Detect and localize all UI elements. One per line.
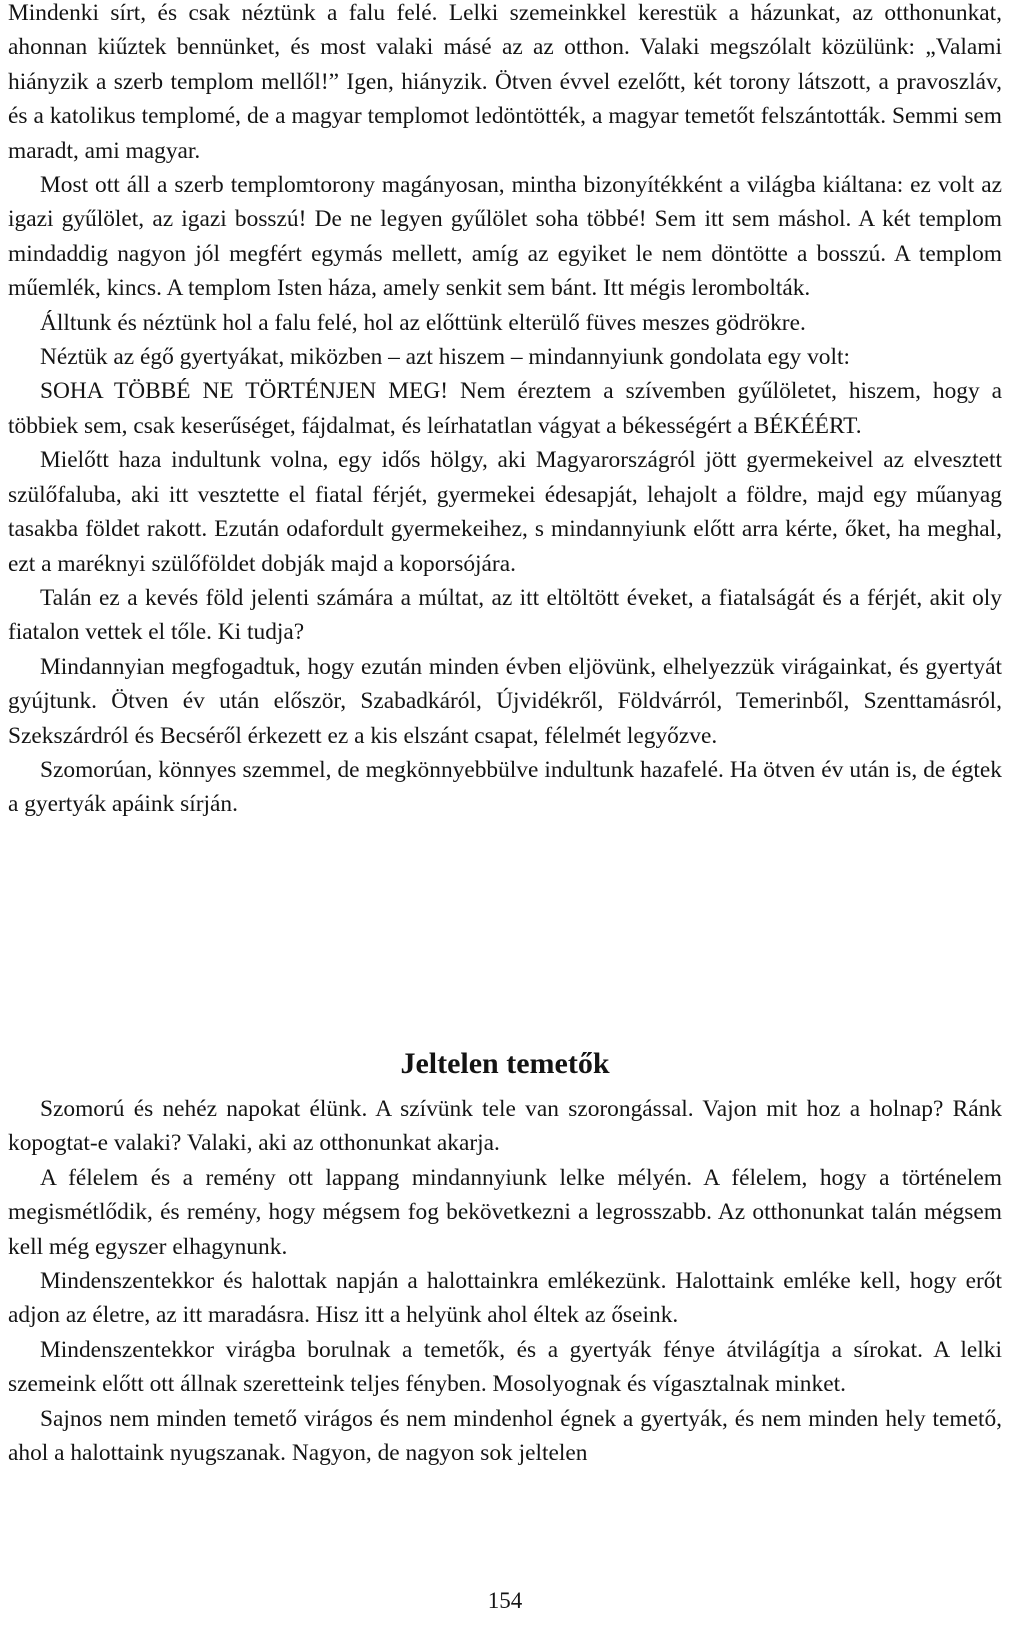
paragraph: Sajnos nem minden temető virágos és nem mindenhol égnek a gyertyák, és nem minden hely temető, ahol a halottaink nyugszanak. Nagyon, de nagyon sok jeltelen xyxy=(8,1405,1002,1467)
paragraph: Álltunk és néztünk hol a falu felé, hol az előttünk elterülő füves meszes gödrökre. xyxy=(40,309,806,336)
chapter-title: Jeltelen temetők xyxy=(400,1047,610,1080)
paragraph: A félelem és a remény ott lappang mindannyiunk lelke mélyén. A félelem, hogy a történelem megismétlődik, és remény, hogy mégsem fog bekövetkezni a legrosszabb. Az otthonunkat talán mégsem kell még egyszer elhagynunk. xyxy=(8,1164,1002,1260)
paragraph: Mindenki sírt, és csak néztünk a falu felé. Lelki szemeinkkel kerestük a házunkat, az otthonunkat, ahonnan kiűztek bennünket, és most valaki másé az az otthon. Valaki megszólalt közülünk: „Valami hiányzik a szerb templom mellől!” Igen, hiányzik. Ötven évvel ezelőtt, két torony látszott, a pravoszláv, és a katolikus templomé, de a magyar templomot ledöntötték, a magyar temetőt felszántották. Semmi sem maradt, ami magyar. xyxy=(8,0,1002,164)
paragraph: Most ott áll a szerb templomtorony magányosan, mintha bizonyítékként a világba kiáltana: ez volt az igazi gyűlölet, az igazi bosszú! De ne legyen gyűlölet soha többé! Sem itt sem máshol. A két templom mindaddig nagyon jól megfért egymás mellett, amíg az egyiket le nem döntötte a bosszú. A templom műemlék, kincs. A templom Isten háza, amely senkit sem bánt. Itt mégis lerombolták. xyxy=(8,172,1002,302)
paragraph: Mindannyian megfogadtuk, hogy ezután minden évben eljövünk, elhelyezzük virágainkat, és gyertyát gyújtunk. Ötven év után először, Szabadkáról, Újvidékről, Földvárról, Temerinből, Szenttamásról, Szekszárdról és Becséről érkezett ez a kis elszánt csapat, félelmét legyőzve. xyxy=(8,653,1002,749)
book-page xyxy=(8,0,1002,1625)
paragraph: Néztük az égő gyertyákat, miközben – azt hiszem – mindannyiunk gondolata egy volt: xyxy=(40,344,850,371)
paragraph: Talán ez a kevés föld jelenti számára a múltat, az itt eltöltött éveket, a fiatalságát és a férjét, akit oly fiatalon vettek el tőle. Ki tudja? xyxy=(8,584,1002,646)
text-section-one xyxy=(8,0,1002,822)
paragraph: SOHA TÖBBÉ NE TÖRTÉNJEN MEG! Nem éreztem a szívemben gyűlöletet, hiszem, hogy a többiek sem, csak keserűséget, fájdalmat, és leírhatatlan vágyat a békességért a BÉKÉÉRT. xyxy=(8,378,1002,439)
paragraph: Mielőtt haza indultunk volna, egy idős hölgy, aki Magyarországról jött gyermekeivel az elvesztett szülőfaluba, aki itt vesztette el fiatal férjét, gyermekei édesapját, lehajolt a földre, majd egy műanyag tasakba földet rakott. Ezután odafordult gyermekeihez, s mindannyiunk előtt arra kérte, őket, ha meghal, ezt a maréknyi szülőföldet dobják majd a koporsójára. xyxy=(8,447,1002,577)
paragraph: Mindenszentekkor virágba borulnak a temetők, és a gyertyák fénye átvilágítja a sírokat. A lelki szemeink előtt ott állnak szeretteink teljes fényben. Mosolyognak és vígasztalnak minket. xyxy=(8,1336,1002,1398)
text-section-two xyxy=(8,1092,1002,1470)
paragraph: Szomorú és nehéz napokat élünk. A szívünk tele van szorongással. Vajon mit hoz a holnap? Ránk kopogtat-e valaki? Valaki, aki az otthonunkat akarja. xyxy=(8,1096,1002,1157)
paragraph: Mindenszentekkor és halottak napján a halottainkra emlékezünk. Halottaink emléke kell, hogy erőt adjon az életre, az itt maradásra. Hisz itt a helyünk ahol éltek az őseink. xyxy=(8,1268,1002,1329)
page-number: 154 xyxy=(487,1588,523,1613)
paragraph: Szomorúan, könnyes szemmel, de megkönnyebbülve indultunk hazafelé. Ha ötven év után is, de égtek a gyertyák apáink sírján. xyxy=(8,756,1002,818)
